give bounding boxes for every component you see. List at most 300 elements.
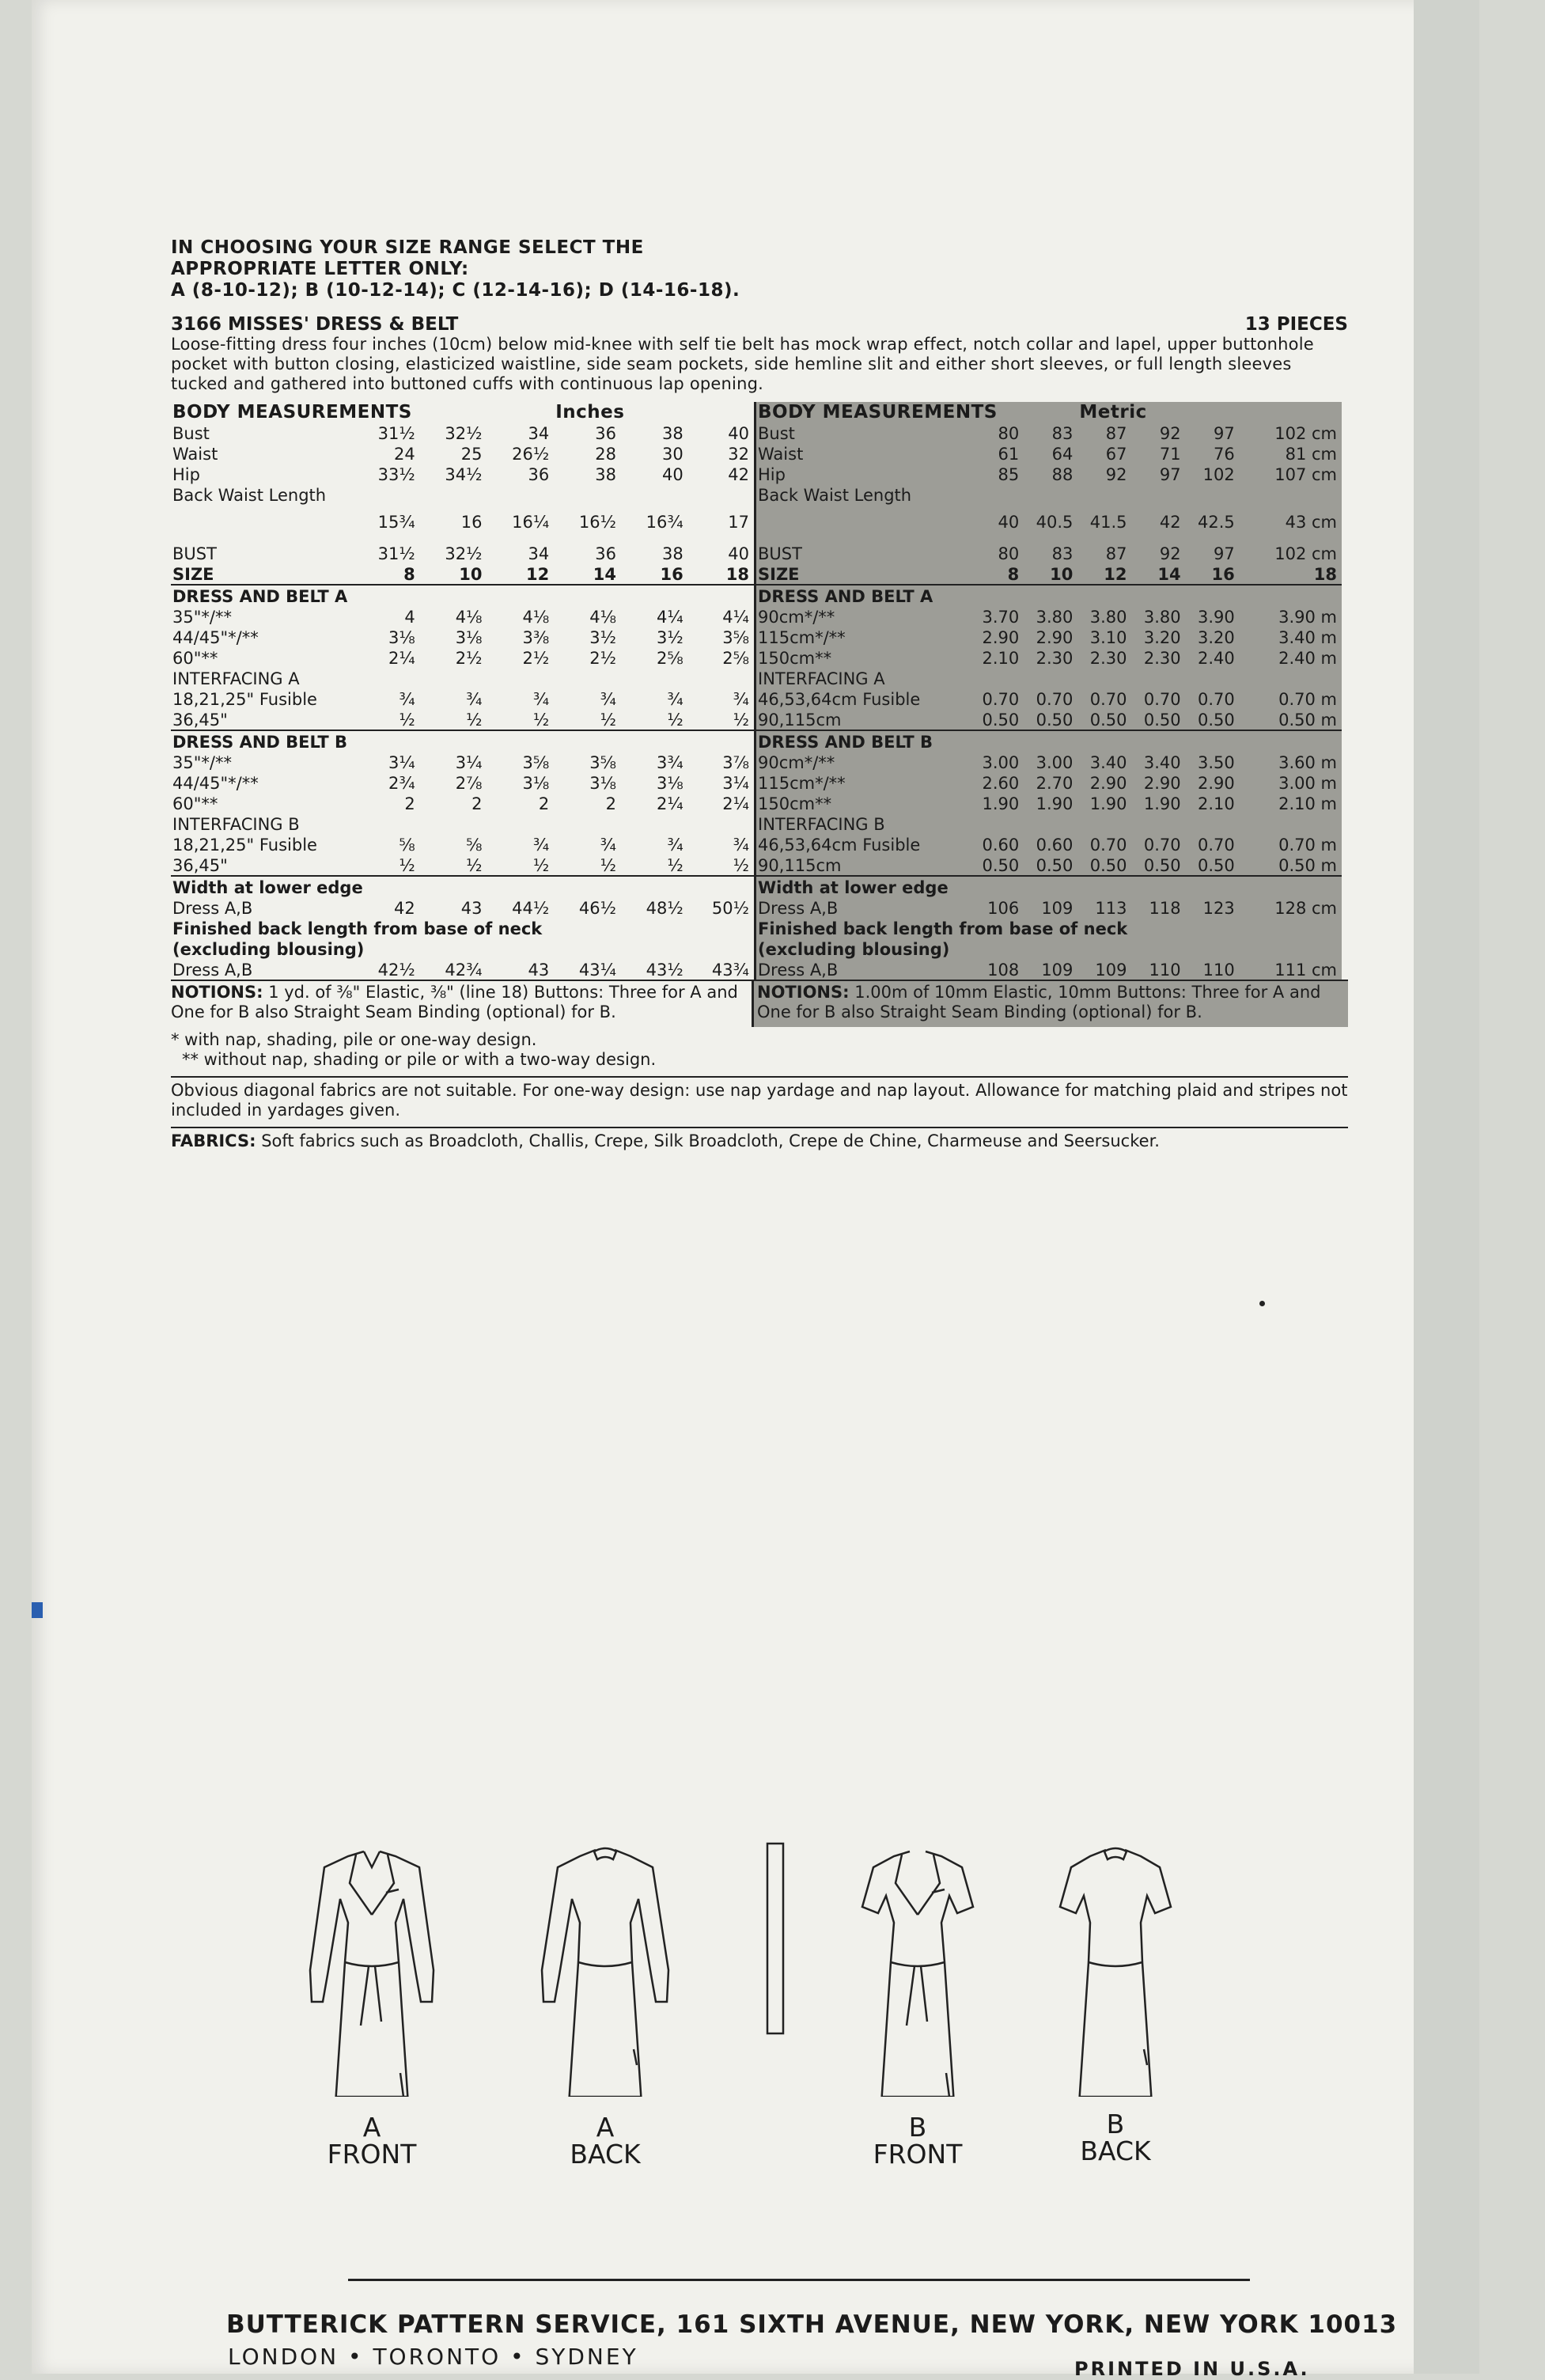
row-heading: Back Waist Length: [758, 486, 912, 505]
cell-value: ¾: [466, 690, 483, 709]
inch-table: [171, 402, 756, 980]
cell-value: ¾: [532, 690, 550, 709]
table-row: [171, 876, 755, 897]
intro-line: A (8-10-12); B (10-12-14); C (12-14-16); D (14-16-18).: [171, 280, 740, 301]
table-row: [756, 876, 1342, 897]
cell-value: 3⅞: [722, 753, 749, 772]
sketch-view: BACK: [1080, 2136, 1151, 2166]
table-row: [171, 897, 755, 918]
cell-value: 83: [1051, 544, 1074, 563]
table-row: [171, 752, 755, 772]
cell-value: ½: [667, 711, 684, 730]
cell-value: 3¾: [656, 753, 684, 772]
row-label: BUST: [172, 544, 217, 563]
cell-value: 0.60: [982, 836, 1020, 855]
cell-value: 0.70: [1143, 836, 1181, 855]
cell-value: 43¾: [711, 961, 749, 980]
cell-value: 16: [1211, 565, 1235, 584]
cell-value: 97: [1159, 465, 1181, 484]
cell-value: 3.80: [1143, 608, 1181, 627]
table-row: [171, 918, 755, 938]
cell-value: 3⅛: [656, 774, 684, 793]
cell-value: 3⅜: [522, 628, 550, 647]
cell-value: 2⅝: [656, 649, 684, 668]
cell-value: 4¼: [722, 608, 749, 627]
cell-value: 40.5: [1036, 513, 1074, 532]
table-row: [756, 752, 1342, 772]
cell-value: 3.70: [982, 608, 1020, 627]
cell-value: 34½: [445, 465, 483, 484]
cell-value: 3.20: [1197, 628, 1235, 647]
cell-value: 10: [459, 565, 483, 584]
row-label: 90,115cm: [758, 856, 842, 875]
cell-value: 111 cm: [1274, 961, 1337, 980]
cell-value: 1.90: [982, 794, 1020, 813]
row-heading: Finished back length from base of neck: [172, 919, 543, 938]
cell-value: 25: [460, 445, 483, 464]
table-row: [756, 423, 1342, 443]
intro-line: IN CHOOSING YOUR SIZE RANGE SELECT THE: [171, 237, 644, 258]
row-label: 18,21,25" Fusible: [172, 690, 317, 709]
sketch-view: BACK: [570, 2139, 641, 2170]
cell-value: 3¼: [722, 774, 749, 793]
cell-value: 3.00: [982, 753, 1020, 772]
row-label: 150cm**: [758, 794, 832, 813]
row-label: 46,53,64cm Fusible: [758, 836, 921, 855]
cell-value: 41.5: [1089, 513, 1127, 532]
cell-value: 3⅝: [589, 753, 616, 772]
table-row: [756, 443, 1342, 464]
cell-value: 42: [394, 899, 415, 918]
cell-value: 28: [595, 445, 616, 464]
row-label: 44/45"*/**: [172, 628, 259, 647]
cell-value: 3⅛: [455, 628, 483, 647]
cell-value: 2⅞: [455, 774, 483, 793]
cell-value: ⅝: [466, 836, 483, 855]
row-heading: Back Waist Length: [172, 486, 327, 505]
cell-value: 2: [538, 794, 550, 813]
row-heading: Finished back length from base of neck: [758, 919, 1128, 938]
cell-value: 2.90: [982, 628, 1020, 647]
cell-value: 48½: [646, 899, 684, 918]
cell-value: 4⅛: [522, 608, 550, 627]
cell-value: 50½: [711, 899, 749, 918]
table-row: [171, 730, 755, 752]
row-heading: INTERFACING A: [172, 669, 300, 688]
cell-value: ⅝: [399, 836, 415, 855]
row-heading: (excluding blousing): [758, 940, 950, 959]
cell-value: 14: [593, 565, 616, 584]
cell-value: 0.50 m: [1278, 856, 1337, 875]
intro-line: APPROPRIATE LETTER ONLY:: [171, 259, 469, 279]
dress-a-back-sketch: [542, 1848, 668, 2097]
cell-value: 16: [460, 513, 483, 532]
cell-value: 42½: [377, 961, 415, 980]
cell-value: 0.60: [1036, 836, 1074, 855]
fabrics-line: [171, 1131, 1348, 1151]
table-row: [171, 443, 755, 464]
cell-value: 3⅝: [722, 628, 749, 647]
yardage-tables: [171, 402, 1348, 980]
row-heading: Width at lower edge: [171, 876, 755, 897]
cell-value: 36: [528, 465, 550, 484]
row-label: 46,53,64cm Fusible: [758, 690, 921, 709]
sketch-label-a-front: [316, 2114, 427, 2168]
cell-value: 3.20: [1143, 628, 1181, 647]
table-row: [171, 585, 755, 606]
cell-value: 2½: [455, 649, 483, 668]
table-row: [756, 855, 1342, 876]
cell-value: 3¼: [455, 753, 483, 772]
cell-value: 85: [998, 465, 1020, 484]
cell-value: 2.30: [1143, 649, 1181, 668]
table-row: [171, 532, 755, 543]
cell-value: 18: [725, 565, 749, 584]
row-label: Bust: [172, 424, 210, 443]
row-label: Waist: [172, 445, 218, 464]
row-label: 150cm**: [758, 649, 832, 668]
table-row: [756, 897, 1342, 918]
cell-value: 67: [1105, 445, 1127, 464]
row-label: Dress A,B: [758, 961, 839, 980]
cell-value: 3½: [656, 628, 684, 647]
cell-value: ½: [466, 856, 483, 875]
cell-value: 8: [1007, 565, 1020, 584]
cell-value: ¾: [600, 836, 616, 855]
table-row: [756, 772, 1342, 793]
cell-value: 36: [595, 544, 616, 563]
cell-value: 3.80: [1089, 608, 1127, 627]
cell-value: 42¾: [445, 961, 483, 980]
envelope-flap: [1414, 0, 1479, 2374]
row-label: Dress A,B: [172, 961, 253, 980]
row-label: 35"*/**: [172, 753, 232, 772]
cell-value: 64: [1051, 445, 1074, 464]
cell-value: 4: [404, 608, 415, 627]
row-label: 18,21,25" Fusible: [172, 836, 317, 855]
row-label: 90cm*/**: [758, 753, 835, 772]
row-label: Waist: [758, 445, 804, 464]
notions-metric: [754, 981, 1348, 1027]
cell-value: 43: [460, 899, 483, 918]
row-heading: INTERFACING A: [758, 669, 885, 688]
cell-value: 83: [1051, 424, 1074, 443]
cell-value: 12: [525, 565, 550, 584]
cell-value: 1.90: [1036, 794, 1074, 813]
table-row: [756, 668, 1342, 688]
cell-value: 40: [728, 544, 749, 563]
cell-value: 2.90: [1143, 774, 1181, 793]
cell-value: 26½: [512, 445, 550, 464]
table-row: [756, 813, 1342, 834]
cell-value: ½: [733, 856, 749, 875]
cell-value: 40: [661, 465, 684, 484]
cell-value: ½: [733, 711, 749, 730]
cell-value: ½: [532, 711, 550, 730]
table-row: [756, 532, 1342, 543]
cell-value: 43 cm: [1285, 513, 1337, 532]
table-row: [756, 464, 1342, 484]
cell-value: 43½: [646, 961, 684, 980]
cell-value: 2: [471, 794, 483, 813]
cell-value: 31½: [377, 424, 415, 443]
cell-value: 102: [1202, 465, 1235, 484]
cell-value: 3.50: [1197, 753, 1235, 772]
ink-dot: [1259, 1301, 1265, 1306]
cell-value: 3.00 m: [1278, 774, 1337, 793]
cell-value: 34: [528, 424, 550, 443]
cell-value: 0.50: [1089, 856, 1127, 875]
cell-value: 80: [998, 544, 1020, 563]
cell-value: 128 cm: [1274, 899, 1337, 918]
cell-value: 16: [660, 565, 684, 584]
row-label: [756, 505, 952, 532]
dress-b-back-sketch: [1060, 1848, 1171, 2097]
cell-value: ¾: [667, 836, 684, 855]
cell-value: 110: [1149, 961, 1181, 980]
cell-value: ½: [399, 711, 415, 730]
row-label: 60"**: [172, 794, 218, 813]
cell-value: 109: [1095, 961, 1127, 980]
fabrics-text: Soft fabrics such as Broadcloth, Challis, Crepe, Silk Broadcloth, Crepe de Chine, Charmeuse and Seersucker.: [261, 1131, 1160, 1150]
cell-value: 24: [394, 445, 415, 464]
metric-table: [756, 402, 1342, 980]
cell-value: 2.30: [1036, 649, 1074, 668]
cell-value: 40: [728, 424, 749, 443]
table-row: [171, 688, 755, 709]
cell-value: ½: [466, 711, 483, 730]
cell-value: 32: [728, 445, 749, 464]
sketch-view: FRONT: [327, 2139, 417, 2170]
cell-value: 14: [1157, 565, 1181, 584]
notions-text: 1.00m of 10mm Elastic, 10mm Buttons: Three for A and One for B also Straight Seam Binding (optional) for B.: [757, 983, 1321, 1021]
notions-row: [171, 980, 1348, 1027]
belt-sketch: [767, 1844, 783, 2033]
cell-value: 0.70: [1036, 690, 1074, 709]
table-row: [756, 793, 1342, 813]
cell-value: 118: [1149, 899, 1181, 918]
table-row: [171, 484, 755, 505]
cell-value: 92: [1159, 424, 1181, 443]
cell-value: 0.70: [1197, 690, 1235, 709]
printed-in: PRINTED IN U.S.A.: [1074, 2358, 1310, 2380]
cell-value: 87: [1105, 544, 1127, 563]
cell-value: 2½: [589, 649, 616, 668]
cell-value: 4¼: [656, 608, 684, 627]
row-label: Hip: [172, 465, 200, 484]
table-row: [171, 563, 755, 585]
cell-value: 102 cm: [1274, 544, 1337, 563]
cell-value: 16½: [578, 513, 616, 532]
table-row: [171, 423, 755, 443]
cell-value: 2.30: [1089, 649, 1127, 668]
row-label: SIZE: [172, 565, 214, 584]
table-row: [171, 627, 755, 647]
row-label: 35"*/**: [172, 608, 232, 627]
table-row: [756, 647, 1342, 668]
sketch-letter: A: [362, 2112, 381, 2143]
row-label: 60"**: [172, 649, 218, 668]
cell-value: 110: [1202, 961, 1235, 980]
table-row: [756, 730, 1342, 752]
cell-value: 2.40 m: [1278, 649, 1337, 668]
notions-text: 1 yd. of ⅜" Elastic, ⅜" (line 18) Buttons: Three for A and One for B also Straight Seam Binding (optional) for B.: [171, 983, 738, 1021]
row-label: 90,115cm: [758, 711, 842, 730]
footnotes: [171, 1030, 1348, 1070]
dress-b-front-sketch: [862, 1851, 973, 2097]
table-row: [171, 813, 755, 834]
cell-value: 36: [595, 424, 616, 443]
cell-value: 113: [1095, 899, 1127, 918]
cell-value: 0.70 m: [1278, 690, 1337, 709]
cell-value: 108: [987, 961, 1020, 980]
table-row: [756, 484, 1342, 505]
row-label: Bust: [758, 424, 795, 443]
cell-value: 0.50: [1197, 711, 1235, 730]
cell-value: 43: [528, 961, 550, 980]
footnote-without-nap: ** without nap, shading or pile or with a two-way design.: [182, 1050, 657, 1069]
cell-value: 0.50: [1143, 711, 1181, 730]
row-label: BUST: [758, 544, 802, 563]
cell-value: 0.50: [1143, 856, 1181, 875]
notions-label: NOTIONS:: [171, 983, 263, 1002]
row-heading: Width at lower edge: [756, 876, 1342, 897]
cell-value: 4⅛: [589, 608, 616, 627]
pattern-info: [171, 237, 1348, 1151]
cell-value: 4⅛: [455, 608, 483, 627]
table-unit: Metric: [1079, 402, 1147, 423]
cell-value: 2: [605, 794, 616, 813]
cell-value: 0.70 m: [1278, 836, 1337, 855]
row-label: Dress A,B: [758, 899, 839, 918]
cell-value: 42.5: [1197, 513, 1235, 532]
cell-value: 0.70: [1197, 836, 1235, 855]
cell-value: 2.40: [1197, 649, 1235, 668]
cell-value: 2¼: [388, 649, 415, 668]
table-row: [756, 688, 1342, 709]
row-label: 44/45"*/**: [172, 774, 259, 793]
garment-sketches: [293, 1836, 1242, 2168]
row-label: SIZE: [758, 565, 800, 584]
table-row: [171, 668, 755, 688]
cell-value: 8: [403, 565, 415, 584]
cell-value: 0.50: [1089, 711, 1127, 730]
cell-value: 97: [1214, 544, 1235, 563]
table-row: [756, 606, 1342, 627]
row-heading: DRESS AND BELT B: [756, 730, 1342, 752]
cell-value: 3.80: [1036, 608, 1074, 627]
cell-value: 0.70: [982, 690, 1020, 709]
cell-value: 1.90: [1089, 794, 1127, 813]
row-label: Dress A,B: [172, 899, 253, 918]
cell-value: 42: [1159, 513, 1181, 532]
cell-value: ¾: [733, 836, 749, 855]
cell-value: 3.90 m: [1278, 608, 1337, 627]
cell-value: 2.10: [982, 649, 1020, 668]
cell-value: 18: [1313, 565, 1337, 584]
sketch-letter: A: [596, 2112, 615, 2143]
cell-value: 3.40: [1089, 753, 1127, 772]
cell-value: 3½: [589, 628, 616, 647]
table-row: [171, 505, 755, 532]
cell-value: 80: [998, 424, 1020, 443]
divider: [171, 1076, 1348, 1078]
cell-value: 38: [595, 465, 616, 484]
table-row: [171, 959, 755, 980]
cell-value: 2¼: [722, 794, 749, 813]
cell-value: 3.60 m: [1278, 753, 1337, 772]
table-row: [756, 834, 1342, 855]
cell-value: 0.50: [1036, 856, 1074, 875]
cell-value: 88: [1051, 465, 1074, 484]
cell-value: 16¼: [512, 513, 550, 532]
sketch-drawings: [293, 1836, 1242, 2097]
row-heading: INTERFACING B: [758, 815, 885, 834]
table-row: [171, 793, 755, 813]
cell-value: 44½: [512, 899, 550, 918]
publisher-address: BUTTERICK PATTERN SERVICE, 161 SIXTH AVENUE, NEW YORK, NEW YORK 10013: [226, 2310, 1398, 2339]
table-row: [171, 772, 755, 793]
table-heading: BODY MEASUREMENTS: [758, 402, 998, 423]
dress-a-front-sketch: [310, 1851, 434, 2097]
notions-inch: [171, 981, 754, 1027]
table-row: [756, 709, 1342, 730]
cell-value: 0.50: [1197, 856, 1235, 875]
cell-value: 43¼: [578, 961, 616, 980]
table-unit: Inches: [555, 402, 625, 423]
row-label: 115cm*/**: [758, 774, 846, 793]
blue-edge-mark: [32, 1602, 43, 1618]
cell-value: 123: [1202, 899, 1235, 918]
row-label: [171, 505, 362, 532]
cell-value: 3.40 m: [1278, 628, 1337, 647]
cell-value: 92: [1105, 465, 1127, 484]
cell-value: 3⅝: [522, 753, 550, 772]
cell-value: 2: [404, 794, 415, 813]
table-heading: BODY MEASUREMENTS: [172, 402, 412, 423]
sketch-label-b-back: [1060, 2111, 1171, 2165]
row-label: 90cm*/**: [758, 608, 835, 627]
cell-value: 71: [1159, 445, 1181, 464]
row-heading: DRESS AND BELT B: [171, 730, 755, 752]
footer-rule: [348, 2279, 1250, 2281]
cell-value: 61: [998, 445, 1020, 464]
row-heading: (excluding blousing): [172, 940, 365, 959]
cell-value: 2.90: [1036, 628, 1074, 647]
row-heading: DRESS AND BELT A: [171, 585, 755, 606]
cell-value: 34: [528, 544, 550, 563]
cell-value: 109: [1041, 961, 1074, 980]
cell-value: ½: [600, 711, 616, 730]
cell-value: 2¾: [388, 774, 415, 793]
sketch-letter: B: [1106, 2109, 1125, 2139]
style-heading: [171, 314, 1348, 335]
table-row: [171, 855, 755, 876]
table-row: [171, 606, 755, 627]
table-row: [171, 647, 755, 668]
table-row: [756, 543, 1342, 563]
cell-value: 0.70: [1143, 690, 1181, 709]
table-row: [756, 505, 1342, 532]
cell-value: 2.90: [1089, 774, 1127, 793]
notions-label: NOTIONS:: [757, 983, 850, 1002]
table-row: [756, 938, 1342, 959]
table-row: [171, 834, 755, 855]
cell-value: ¾: [399, 690, 415, 709]
cell-value: 81 cm: [1285, 445, 1337, 464]
cell-value: 0.50: [982, 711, 1020, 730]
sketch-view: FRONT: [873, 2139, 963, 2170]
